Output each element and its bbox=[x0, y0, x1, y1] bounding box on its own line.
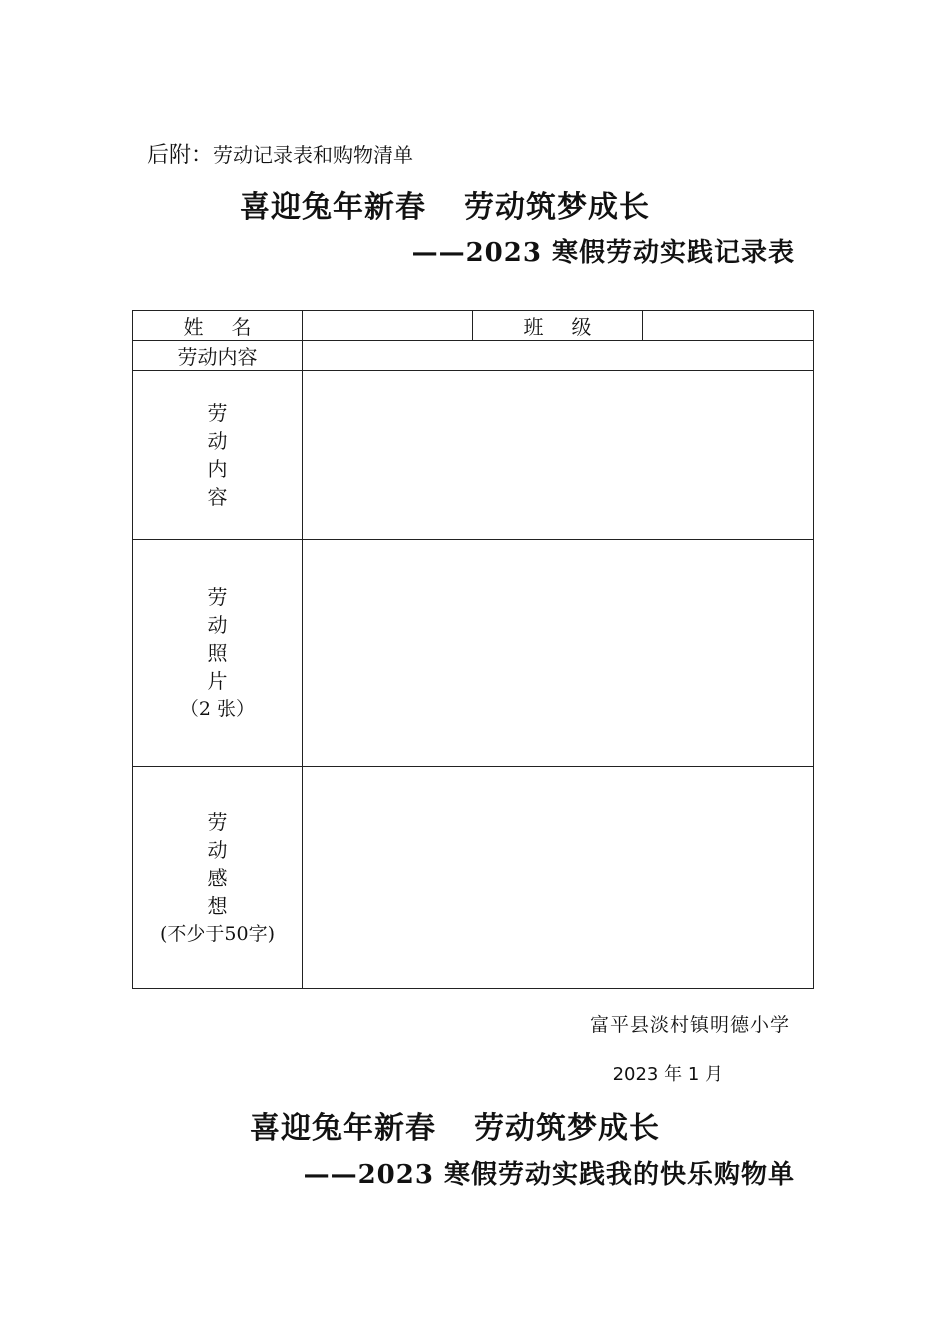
labor-reflection-char: 想 bbox=[207, 893, 228, 918]
labor-reflection-char: 感 bbox=[207, 865, 228, 890]
record-subtitle: ——2023 寒假劳动实践记录表 bbox=[411, 238, 795, 268]
labor-reflection-note: (不少于50字) bbox=[159, 922, 275, 945]
labor-reflection-label bbox=[133, 767, 303, 989]
labor-description-char: 动 bbox=[207, 429, 228, 453]
shopping-list-title bbox=[250, 1103, 660, 1147]
issue-date: 2023 年 1 月 bbox=[612, 1064, 723, 1085]
class-label: 班级 bbox=[473, 311, 643, 341]
labor-content-field[interactable] bbox=[303, 341, 814, 371]
shopping-title-part1: 喜迎兔年新春 bbox=[250, 1111, 436, 1146]
labor-photos-label bbox=[133, 540, 303, 767]
labor-photos-note: （2 张） bbox=[179, 698, 256, 720]
class-field[interactable] bbox=[643, 311, 814, 341]
labor-description-field[interactable] bbox=[303, 371, 814, 540]
table-row-name-class bbox=[133, 311, 814, 341]
name-label: 姓名 bbox=[133, 311, 303, 341]
school-name: 富平县淡村镇明德小学 bbox=[589, 1014, 790, 1036]
labor-reflection-field[interactable] bbox=[303, 767, 814, 989]
shopping-list-subtitle: ——2023 寒假劳动实践我的快乐购物单 bbox=[303, 1160, 795, 1190]
labor-description-char: 劳 bbox=[207, 401, 228, 425]
labor-reflection-char: 动 bbox=[207, 837, 228, 862]
table-row-labor-content bbox=[133, 341, 814, 371]
table-row-labor-reflection bbox=[133, 767, 814, 989]
labor-photos-char: 劳 bbox=[207, 585, 228, 609]
labor-description-label bbox=[133, 371, 303, 540]
record-title-part2: 劳动筑梦成长 bbox=[464, 190, 650, 225]
name-field[interactable] bbox=[303, 311, 473, 341]
labor-content-label: 劳动内容 bbox=[133, 341, 303, 371]
labor-photos-char: 照 bbox=[207, 641, 228, 665]
labor-record-table bbox=[132, 310, 814, 989]
appendix-text: 劳动记录表和购物清单 bbox=[213, 143, 414, 167]
labor-reflection-char: 劳 bbox=[207, 809, 228, 834]
shopping-title-part2: 劳动筑梦成长 bbox=[474, 1111, 660, 1146]
record-title bbox=[240, 182, 650, 226]
table-row-labor-photos bbox=[133, 540, 814, 767]
labor-photos-field[interactable] bbox=[303, 540, 814, 767]
appendix-lead: 后附： bbox=[147, 143, 214, 168]
record-title-part1: 喜迎兔年新春 bbox=[240, 190, 426, 225]
labor-photos-char: 动 bbox=[207, 613, 228, 637]
labor-photos-char: 片 bbox=[207, 669, 228, 693]
table-row-labor-description bbox=[133, 371, 814, 540]
labor-description-char: 容 bbox=[207, 485, 228, 509]
labor-description-char: 内 bbox=[207, 457, 228, 481]
appendix-note bbox=[147, 138, 413, 169]
